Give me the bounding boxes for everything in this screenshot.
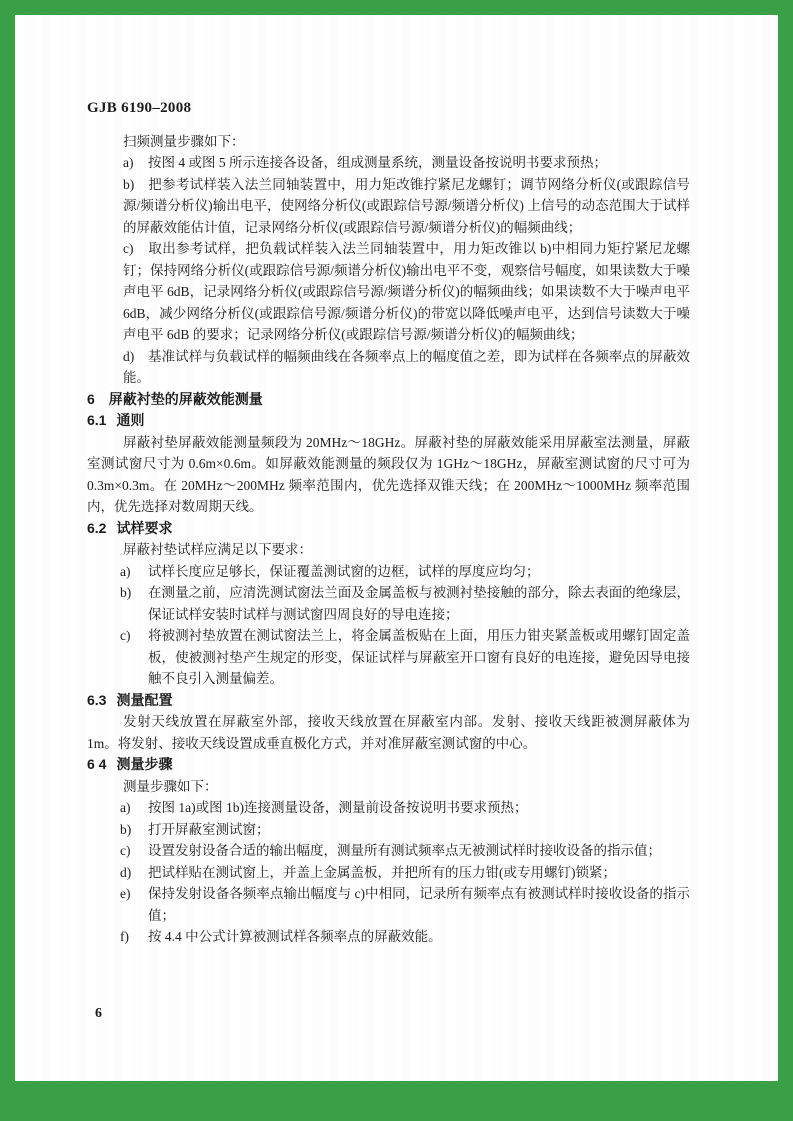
list-item (120, 582, 690, 625)
section-number: 6.2 (87, 519, 107, 536)
list-item-label: c) (123, 241, 134, 256)
list-item-text: 将被测衬垫放置在测试窗法兰上，将金属盖板贴在上面，用压力钳夹紧盖板或用螺钉固定盖板，使被测衬垫产生规定的形变，保证试样与屏蔽室开口窗有良好的电连接，避免因导电接触不良引入测量偏差。 (148, 628, 690, 686)
section-title: 屏蔽衬垫的屏蔽效能测量 (108, 390, 263, 407)
list-intro: 测量步骤如下： (123, 778, 218, 794)
list-item-label: c) (120, 628, 131, 643)
list-item-text: 基准试样与负载试样的幅频曲线在各频率点上的幅度值之差，即为试样在各频率点的屏蔽效能。 (123, 348, 690, 385)
section-number: 6.1 (87, 412, 107, 428)
section-heading (87, 518, 690, 540)
list-item-text: 把试样贴在测试窗上，并盖上金属盖板，并把所有的压力钳(或专用螺钉)锁紧； (148, 864, 616, 880)
sweep-steps-intro: 扫频测量步骤如下： (123, 133, 245, 149)
list-item (123, 152, 690, 174)
section-number: 6 4 (87, 756, 107, 772)
list-item-text: 取出参考试样，把负载试样装入法兰同轴装置中，用力矩改锥以 b)中相同力矩拧紧尼龙螺钉；保持网络分析仪(或跟踪信号源/频谱分析仪)输出电平不变，观察信号幅度，如果读数大于噪声电平 6dB，记录网络分析仪(或跟踪信号源/频谱分析仪)的幅频曲线；如果读数不大于噪声电平 6dB，减少网络分析仪(或跟踪信号源/频谱分析仪)的带宽以降低噪声电平，达到信号读数大于噪声电平 6dB 的要求；记录网络分析仪(或跟踪信号源/频谱分析仪)的幅频曲线； (123, 241, 690, 342)
list-item-label: b) (123, 176, 135, 192)
section-heading (87, 410, 690, 432)
section-number: 6.3 (87, 691, 107, 708)
list-item-text: 按 4.4 中公式计算被测试样各频率点的屏蔽效能。 (148, 929, 442, 944)
list-item-text: 把参考试样装入法兰同轴装置中，用力矩改锥拧紧尼龙螺钉；调节网络分析仪(或跟踪信号源/频谱分析仪)输出电平，使网络分析仪(或跟踪信号源/频谱分析仪) 上信号的动态范围大于试样的屏蔽效能估计值，记录网络分析仪(或跟踪信号源/频谱分析仪)的幅频曲线； (123, 176, 690, 235)
list-item (120, 840, 690, 862)
list-item-text: 设置发射设备合适的输出幅度，测量所有测试频率点无被测试样时接收设备的指示值； (148, 843, 661, 858)
section-title: 试样要求 (116, 519, 173, 536)
section-title: 测量步骤 (116, 756, 173, 772)
section-title: 测量配置 (116, 691, 173, 708)
list-item-label: c) (120, 843, 131, 858)
list-item (123, 238, 690, 346)
list-intro: 屏蔽衬垫试样应满足以下要求： (123, 542, 312, 557)
list-item (123, 174, 690, 239)
list-item-label: a) (123, 155, 134, 170)
paragraph: 发射天线放置在屏蔽室外部，接收天线放置在屏蔽室内部。发射、接收天线距被测屏蔽体为 1m。将发射、接收天线设置成垂直极化方式，并对准屏蔽室测试窗的中心。 (87, 714, 690, 751)
list-item-text: 保持发射设备各频率点输出幅度与 c)中相同，记录所有频率点有被测试样时接收设备的指示值； (148, 886, 690, 923)
list-item-text: 按图 4 或图 5 所示连接各设备，组成测量系统，测量设备按说明书要求预热； (148, 155, 607, 170)
page-number: 6 (95, 1006, 102, 1021)
list-item (120, 862, 690, 884)
list-item (120, 797, 690, 819)
list-item (120, 561, 690, 583)
list-item (120, 625, 690, 690)
list-item (123, 346, 690, 389)
list-item-label: b) (120, 585, 132, 600)
list-item (120, 926, 690, 948)
section-heading (87, 389, 690, 411)
list-item-text: 在测量之前，应清洗测试窗法兰面及金属盖板与被测衬垫接触的部分，除去表面的绝缘层，保证试样安装时试样与测试窗四周良好的导电连接； (148, 585, 690, 622)
list-item (120, 819, 690, 841)
list-item-label: d) (120, 864, 132, 880)
section-title: 通则 (116, 412, 145, 428)
list-item-text: 打开屏蔽室测试窗； (148, 821, 270, 837)
list-item-text: 按图 1a)或图 1b)连接测量设备，测量前设备按说明书要求预热； (148, 800, 528, 815)
list-item-label: d) (123, 348, 135, 364)
list-item-text: 试样长度应足够长，保证覆盖测试窗的边框，试样的厚度应均匀； (148, 563, 540, 579)
section-heading (87, 754, 690, 776)
list-item (120, 883, 690, 926)
list-item-label: f) (120, 929, 129, 944)
document-page (15, 15, 778, 1081)
list-item-label: b) (120, 821, 132, 837)
document-content (87, 98, 690, 948)
list-item-label: e) (120, 886, 131, 901)
paragraph: 屏蔽衬垫屏蔽效能测量频段为 20MHz～18GHz。屏蔽衬垫的屏蔽效能采用屏蔽室法测量，屏蔽室测试窗尺寸为 0.6m×0.6m。如屏蔽效能测量的频段仅为 1GHz～18GHz，屏蔽室测试窗的尺寸可为 0.3m×0.3m。在 20MHz～200MHz 频率范围内，优先选择双锥天线；在 200MHz～1000MHz 频率范围内，优先选择对数周期天线。 (87, 434, 691, 514)
section-number: 6 (87, 390, 95, 407)
standard-number-header: GJB 6190–2008 (87, 100, 192, 116)
list-item-label: a) (120, 800, 131, 815)
list-item-label: a) (120, 563, 131, 579)
section-heading (87, 690, 690, 712)
